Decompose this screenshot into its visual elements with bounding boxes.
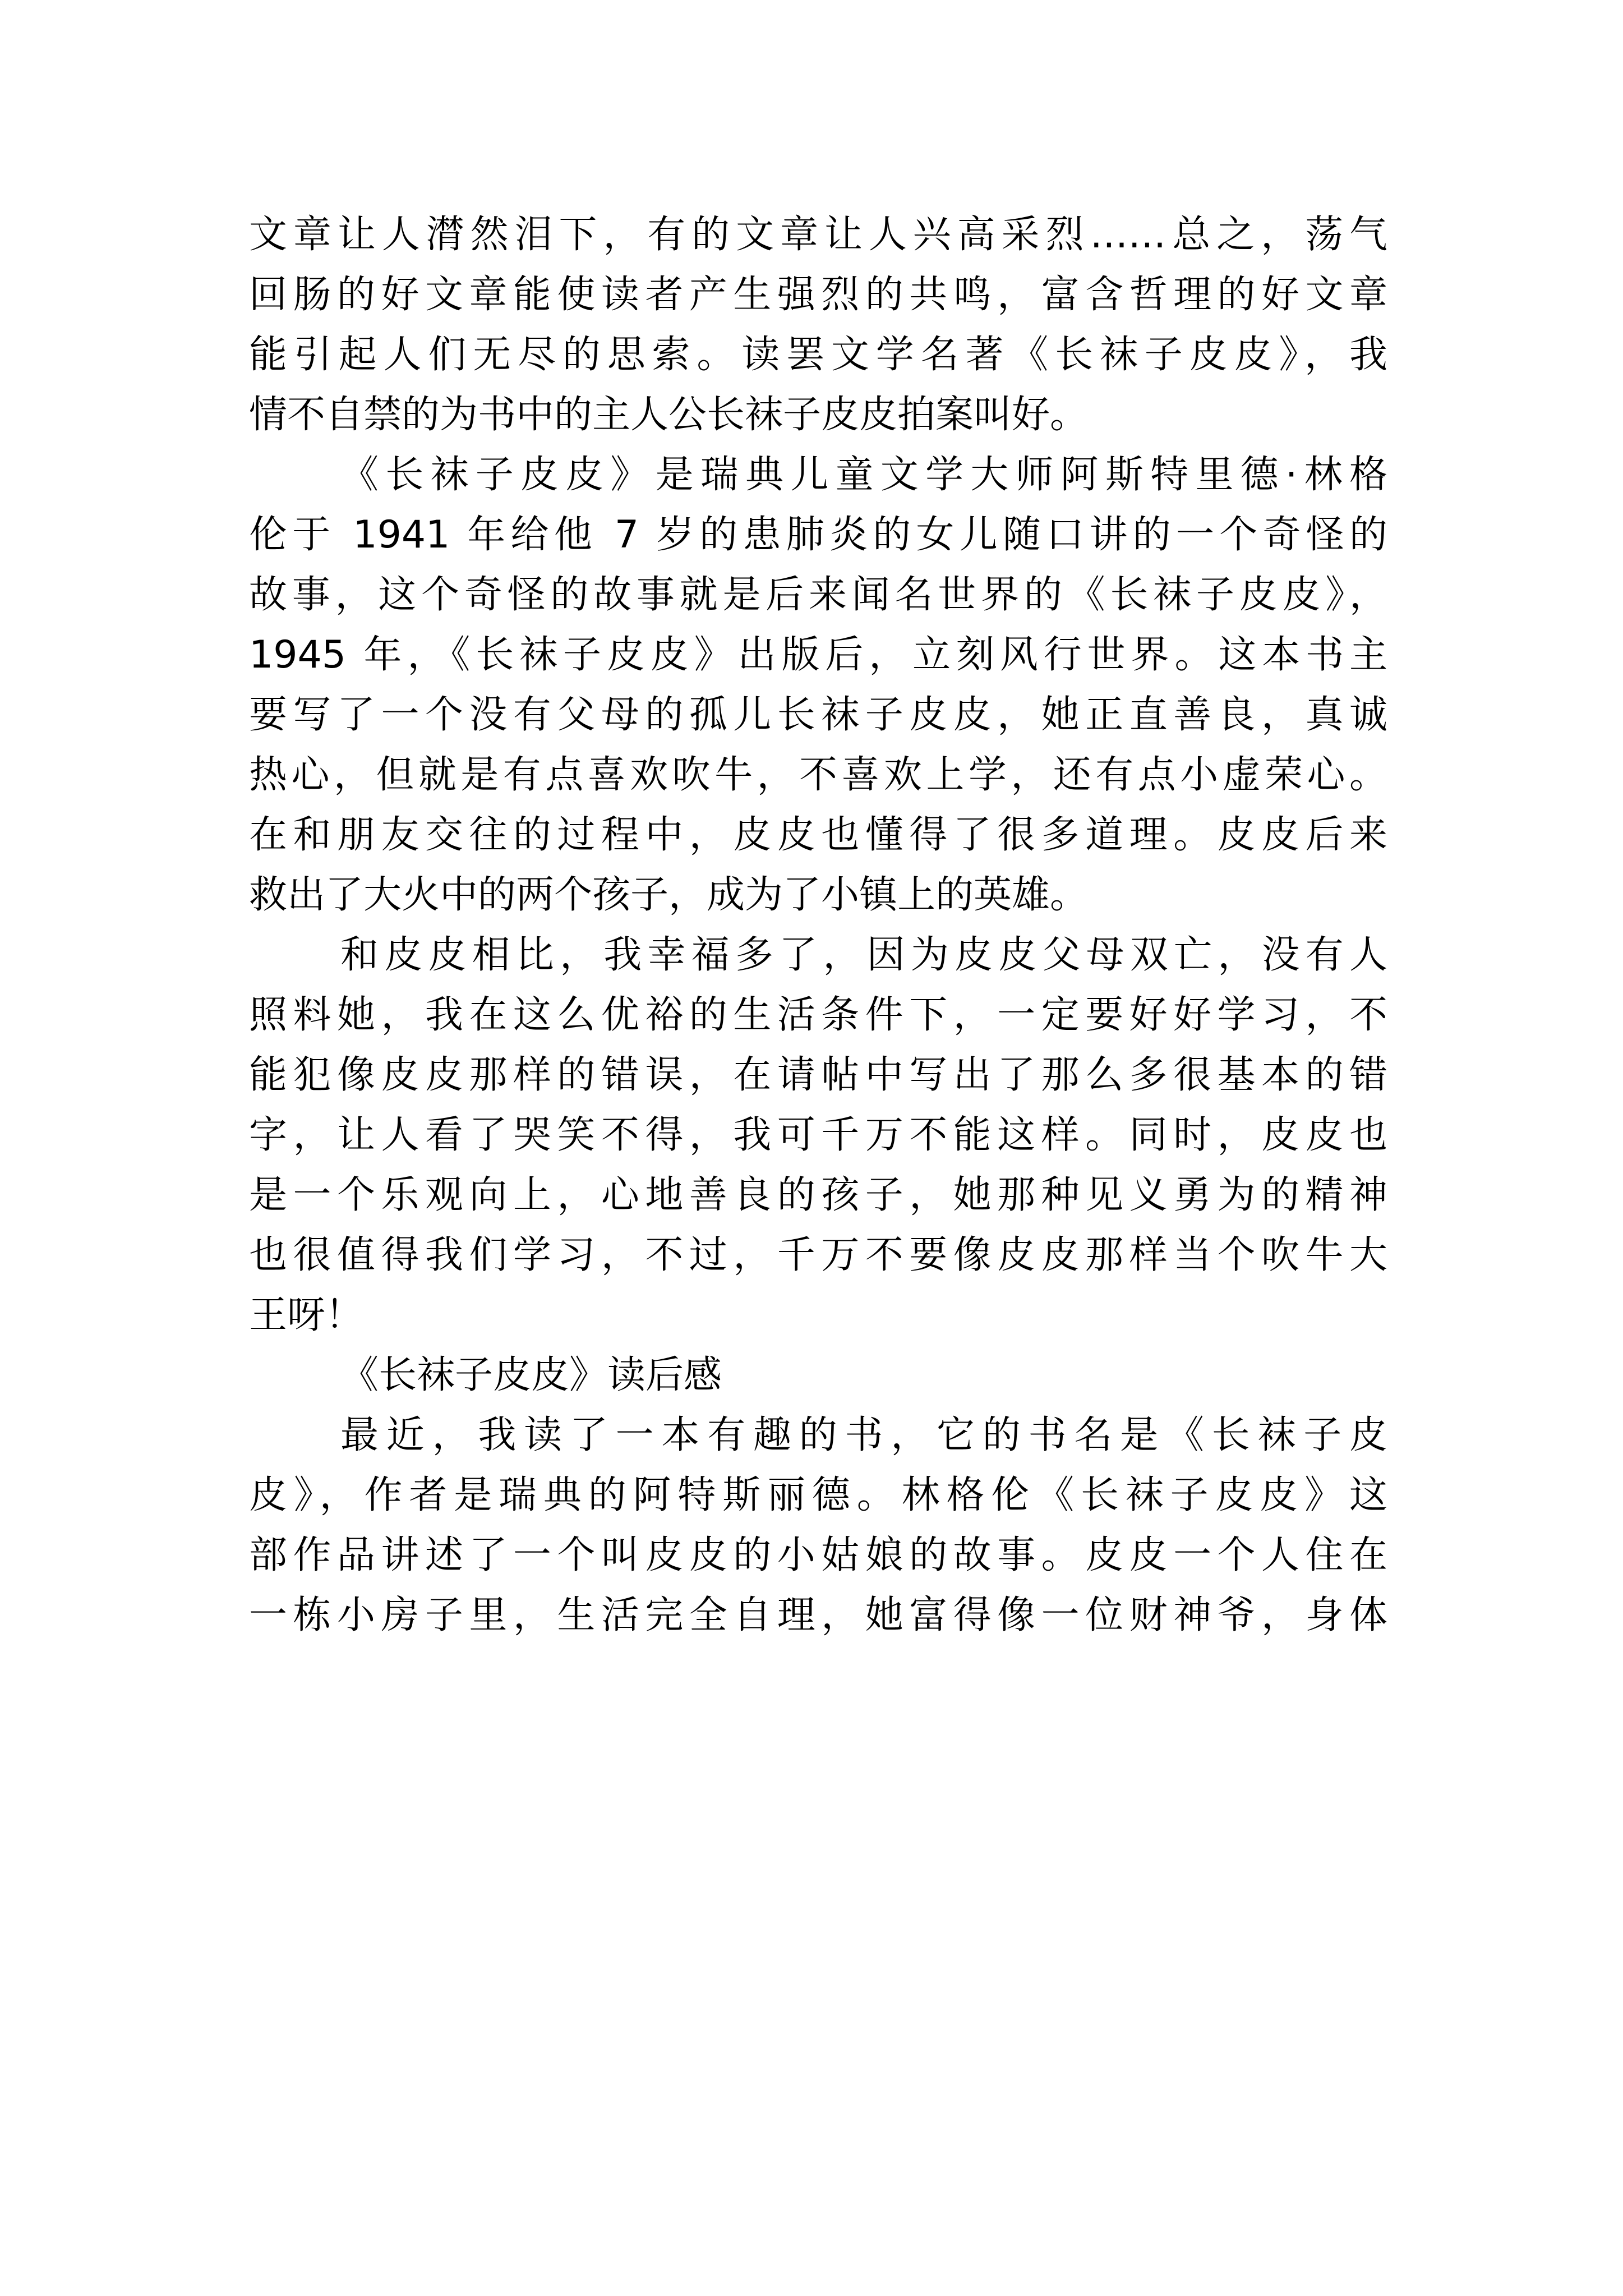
text-line: 最近，我读了一本有趣的书，它的书名是《长袜子皮: [340, 1413, 1387, 1457]
text-line: 1945 年，《长袜子皮皮》出版后，立刻风行世界。这本书主: [249, 633, 1387, 677]
text-line: 王呀！: [249, 1293, 364, 1337]
text-line: 一栋小房子里，生活完全自理，她富得像一位财神爷，身体: [249, 1593, 1387, 1637]
text-line: 在和朋友交往的过程中，皮皮也懂得了很多道理。皮皮后来: [249, 813, 1387, 857]
article-body: [249, 205, 1387, 1645]
text-line: 要写了一个没有父母的孤儿长袜子皮皮，她正直善良，真诚: [249, 693, 1387, 737]
text-line: 照料她，我在这么优裕的生活条件下，一定要好好学习，不: [249, 993, 1387, 1037]
text-line: 和皮皮相比，我幸福多了，因为皮皮父母双亡，没有人: [340, 933, 1387, 977]
text-line: 皮》，作者是瑞典的阿特斯丽德。林格伦《长袜子皮皮》这: [249, 1473, 1387, 1517]
text-line: 热心，但就是有点喜欢吹牛，不喜欢上学，还有点小虚荣心。: [249, 753, 1387, 797]
section-title: 《长袜子皮皮》读后感: [340, 1353, 722, 1397]
text-line: 也很值得我们学习，不过，千万不要像皮皮那样当个吹牛大: [249, 1233, 1387, 1277]
text-line: 能引起人们无尽的思索。读罢文学名著《长袜子皮皮》，我: [249, 333, 1387, 377]
text-line: 文章让人潸然泪下，有的文章让人兴高采烈……总之，荡气: [249, 213, 1387, 257]
text-line: 《长袜子皮皮》是瑞典儿童文学大师阿斯特里德·林格: [340, 453, 1387, 497]
text-line: 部作品讲述了一个叫皮皮的小姑娘的故事。皮皮一个人住在: [249, 1533, 1387, 1577]
text-line: 能犯像皮皮那样的错误，在请帖中写出了那么多很基本的错: [249, 1053, 1387, 1097]
text-line: 故事，这个奇怪的故事就是后来闻名世界的《长袜子皮皮》，: [249, 573, 1387, 617]
text-line: 是一个乐观向上，心地善良的孩子，她那种见义勇为的精神: [249, 1173, 1387, 1217]
text-line: 字，让人看了哭笑不得，我可千万不能这样。同时，皮皮也: [249, 1113, 1387, 1157]
text-line: 回肠的好文章能使读者产生强烈的共鸣，富含哲理的好文章: [249, 273, 1387, 317]
text-line: 救出了大火中的两个孩子，成为了小镇上的英雄。: [249, 873, 1089, 917]
text-line: 情不自禁的为书中的主人公长袜子皮皮拍案叫好。: [249, 393, 1089, 437]
text-line: 伦于 1941 年给他 7 岁的患肺炎的女儿随口讲的一个奇怪的: [249, 513, 1387, 557]
